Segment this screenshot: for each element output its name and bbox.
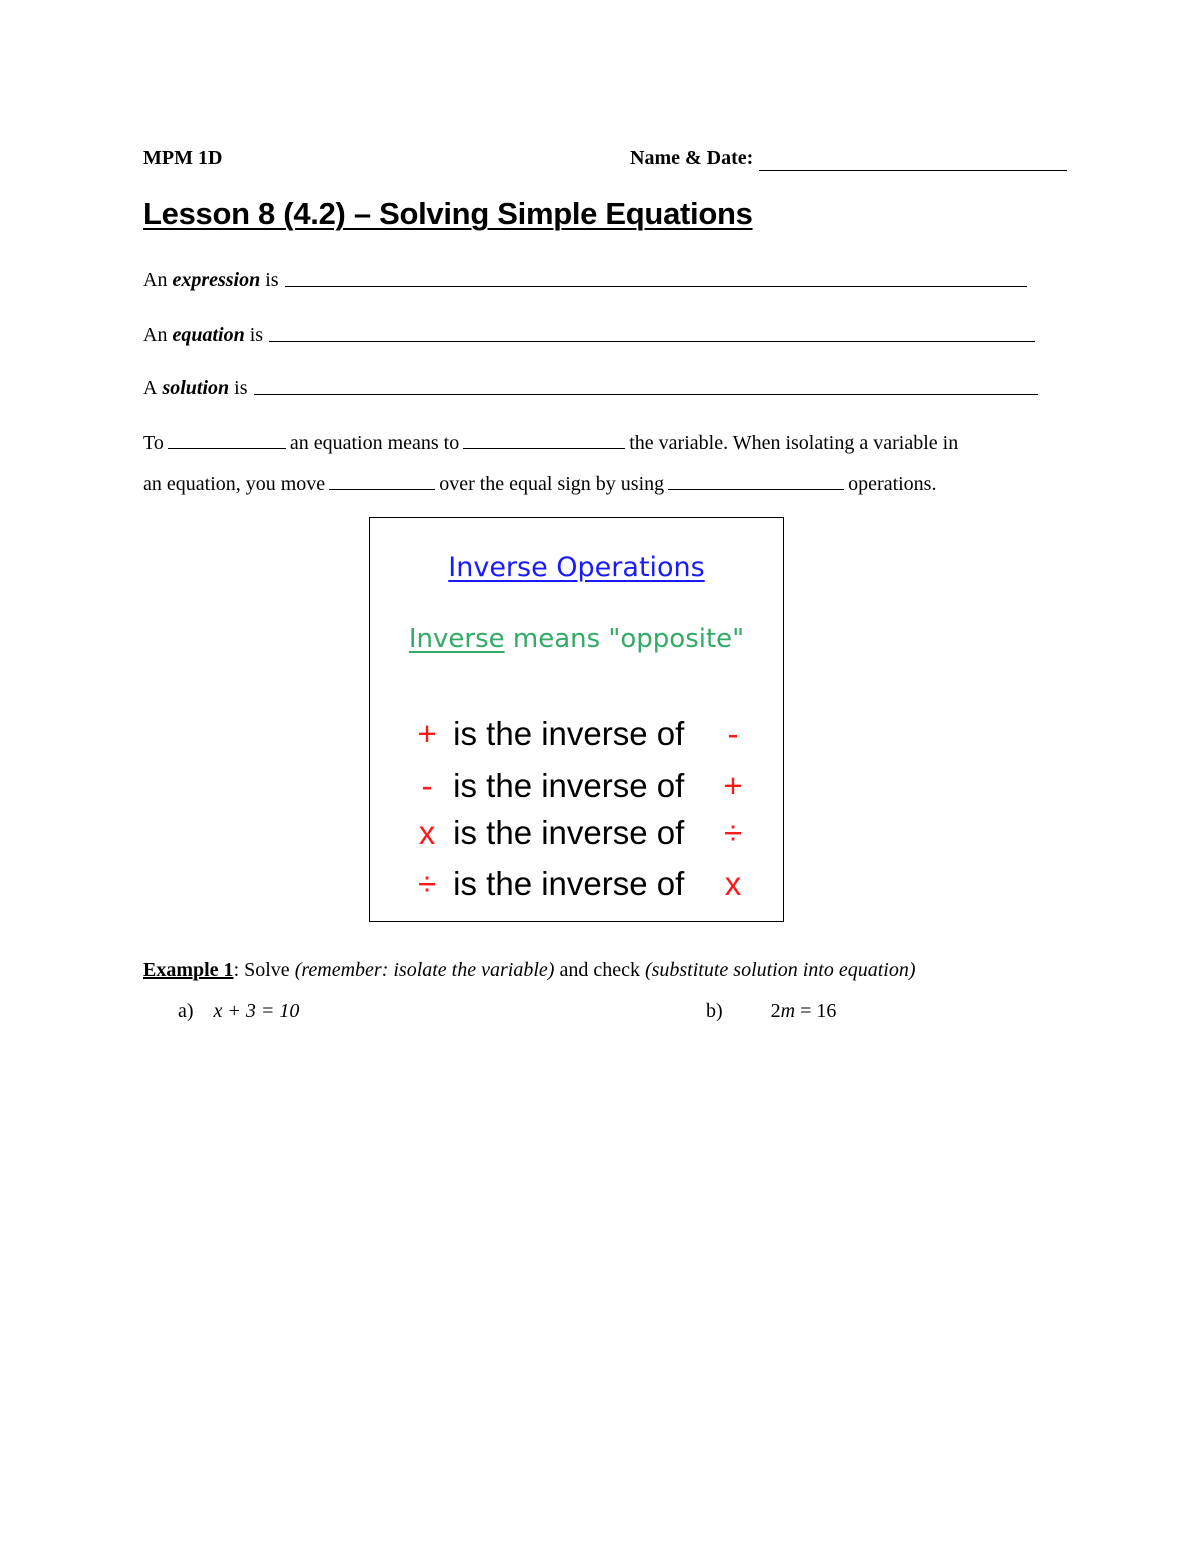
inverse-text: is the inverse of [453,865,685,902]
definition-term: solution [162,377,230,399]
example-heading [143,956,916,984]
inverse-box-subtitle [370,624,783,654]
definition-suffix: is [234,377,248,399]
example-text: and check [554,959,645,981]
definition-blank[interactable] [269,321,1035,342]
fill-blank[interactable] [168,428,286,449]
example-hint: (substitute solution into equation) [644,959,916,981]
inverse-row [410,766,750,806]
example-part-b [706,997,836,1025]
definition-suffix: is [249,324,264,346]
equation-rest: = 16 [795,1000,837,1022]
part-equation [771,1000,837,1022]
name-date-field [630,144,1067,172]
course-code: MPM 1D [143,147,223,169]
operator-symbol: x [418,814,436,851]
definition-suffix: is [265,269,279,291]
example-part-a [178,997,299,1025]
fill-in-line-2 [143,469,936,498]
example-label: Example 1 [143,959,234,981]
name-date-label: Name & Date: [630,147,754,169]
fill-text: an equation, you move [143,473,326,495]
example-text: : Solve [233,959,295,981]
equation-variable: m [780,1000,796,1022]
operator-symbol: + [417,715,437,752]
fill-text: the variable. When isolating a variable in [629,432,959,454]
definition-blank[interactable] [254,374,1038,395]
inverse-symbol: x [724,865,742,902]
inverse-symbol: + [723,767,743,804]
fill-blank[interactable] [463,428,625,449]
definition-term: equation [172,324,245,346]
inverse-box-title: Inverse Operations [448,552,705,583]
fill-text: To [143,432,164,454]
example-hint: (remember: isolate the variable) [294,959,555,981]
part-label: b) [706,1000,723,1022]
fill-text: an equation means to [289,432,460,454]
inverse-row [410,864,750,904]
definition-prefix: An [143,269,168,291]
name-date-blank[interactable] [759,144,1067,171]
inverse-symbol: ÷ [723,814,743,851]
fill-in-line-1 [143,428,958,457]
definition-expression [143,266,1027,294]
definition-prefix: A [143,377,158,399]
inverse-row [410,813,750,853]
definition-blank[interactable] [285,266,1027,287]
inverse-text: is the inverse of [453,767,685,804]
definition-term: expression [172,269,261,291]
part-equation: x + 3 = 10 [213,1000,300,1022]
operator-symbol: - [421,767,433,804]
inverse-row [410,714,750,754]
fill-blank[interactable] [329,469,435,490]
definition-solution [143,374,1038,402]
equation-coefficient: 2 [770,1000,781,1022]
operator-symbol: ÷ [417,865,437,902]
fill-text: over the equal sign by using [439,473,665,495]
subtitle-rest: means "opposite" [504,624,745,654]
definition-prefix: An [143,324,168,346]
subtitle-word: Inverse [408,624,505,654]
inverse-text: is the inverse of [453,715,685,752]
definition-equation [143,321,1035,349]
part-label: a) [178,1000,194,1022]
inverse-text: is the inverse of [453,814,685,851]
fill-blank[interactable] [668,469,844,490]
inverse-operations-box [369,517,784,922]
lesson-title: Lesson 8 (4.2) – Solving Simple Equations [143,196,753,231]
inverse-symbol: - [727,715,739,752]
fill-text: operations. [848,473,937,495]
